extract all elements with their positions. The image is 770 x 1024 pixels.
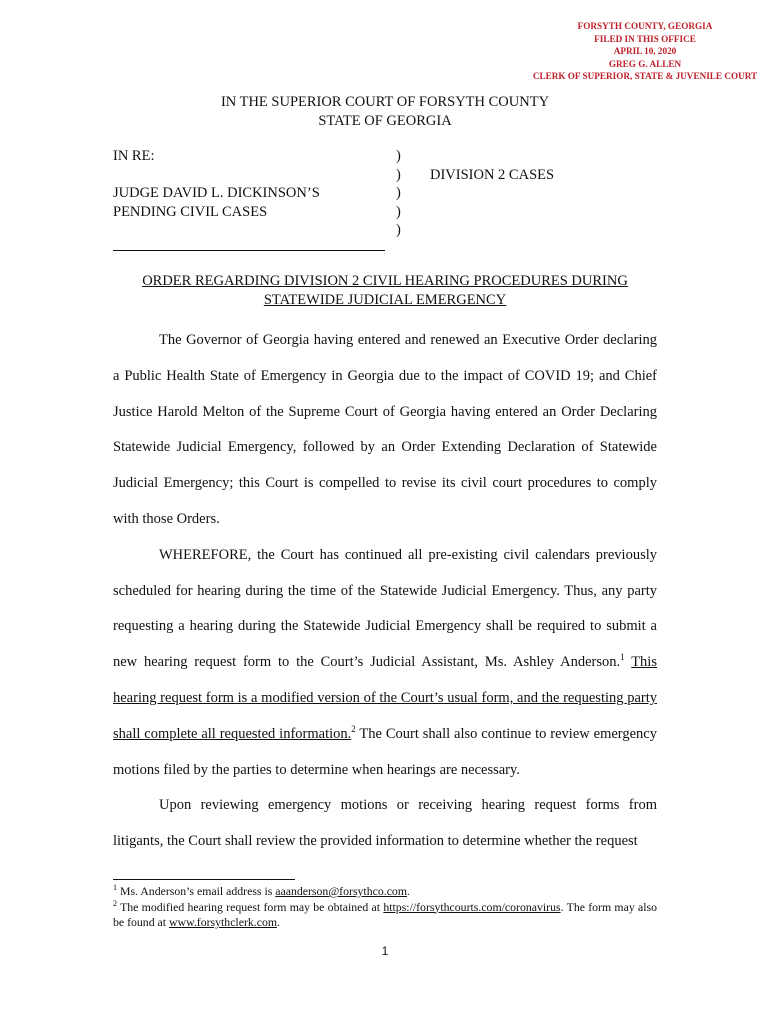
paren: ) [396,222,401,238]
in-re-label: IN RE: [113,148,155,164]
footnote-1-number: 1 [113,883,117,893]
order-body [113,323,657,860]
division-label: DIVISION 2 CASES [430,167,555,183]
court-state: STATE OF GEORGIA [318,113,452,129]
paren: ) [396,185,401,201]
paragraph-3: Upon reviewing emergency motions or receiving hearing request forms from litigants, the Court shall review the provided information to determine whether the request [113,797,657,850]
footnote-2-mid: . The form may also be found at [113,899,657,929]
footnote-2-clerk-link[interactable]: www.forsythclerk.com [169,915,278,929]
paragraph-1: The Governor of Georgia having entered and renewed an Executive Order declaring a Public Health State of Emergency in Georgia due to the impact of COVID 19; and Chief Justice Harold Melton of the Supreme Court of Georgia having entered an Order Declaring Statewide Judicial Emergency, followed by an Order Extending Declaration of Statewide Judicial Emergency; this Court is compelled to revise its civil court procedures to comply with those Orders. [113,332,657,527]
order-title-line-2: STATEWIDE JUDICIAL EMERGENCY [263,291,507,308]
caption-parentheses [396,147,401,240]
court-name: IN THE SUPERIOR COURT OF FORSYTH COUNTY [220,94,550,110]
filing-stamp [520,20,770,83]
footnote-2-end: . [277,915,280,929]
footnote-1-email-link[interactable]: aaanderson@forsythco.com [275,884,408,898]
stamp-line-clerk-name: GREG G. ALLEN [608,58,682,69]
footnote-2-number: 2 [113,898,117,908]
footnote-2-courts-link[interactable]: https://forsythcourts.com/coronavirus [383,899,561,914]
paragraph-2-text-a: WHEREFORE, the Court has continued all pre-existing civil calendars previously scheduled for hearing during the time of the Statewide Judicial Emergency. Thus, any party requesting a hearing during the Statewide Judicial Emergency shall be required to submit a new hearing request form to the Court’s Judicial Assistant, Ms. Ashley Anderson. [113,546,657,671]
page-number: 1 [381,944,389,958]
court-header [0,93,770,131]
case-caption [113,147,320,221]
party-line-2: PENDING CIVIL CASES [113,203,268,220]
footnote-1 [113,884,657,900]
paren: ) [396,166,401,183]
paren: ) [396,203,401,220]
footnote-2-text: The modified hearing request form may be obtained at [120,899,384,914]
footnotes [113,884,657,931]
stamp-line-date: APRIL 10, 2020 [613,46,677,56]
footnote-ref-1[interactable]: 1 [620,652,625,663]
stamp-line-filed: FILED IN THIS OFFICE [594,33,696,44]
footnote-1-text: Ms. Anderson’s email address is [119,884,276,898]
paragraph-2-underlined: This hearing request form is a modified version of the Court’s usual form, and the requesting party shall complete all requested information. [113,654,657,742]
stamp-line-county: FORSYTH COUNTY, GEORGIA [577,21,713,31]
footnote-1-end: . [407,884,410,898]
footnote-divider [113,879,295,880]
party-line-1: JUDGE DAVID L. DICKINSON’S [113,185,320,201]
order-title [113,272,657,309]
stamp-line-clerk-title: CLERK OF SUPERIOR, STATE & JUVENILE COURT [532,71,758,81]
footnote-ref-2[interactable]: 2 [351,723,356,734]
order-title-line-1: ORDER REGARDING DIVISION 2 CIVIL HEARING PROCEDURES DURING [142,273,628,289]
footnote-2 [113,900,657,931]
paragraph-2 [113,538,657,789]
paragraph-2-text-b: The Court shall also continue to review emergency motions filed by the parties to determine when hearings are necessary. [113,725,657,778]
paren: ) [396,148,401,164]
caption-divider [113,250,385,251]
